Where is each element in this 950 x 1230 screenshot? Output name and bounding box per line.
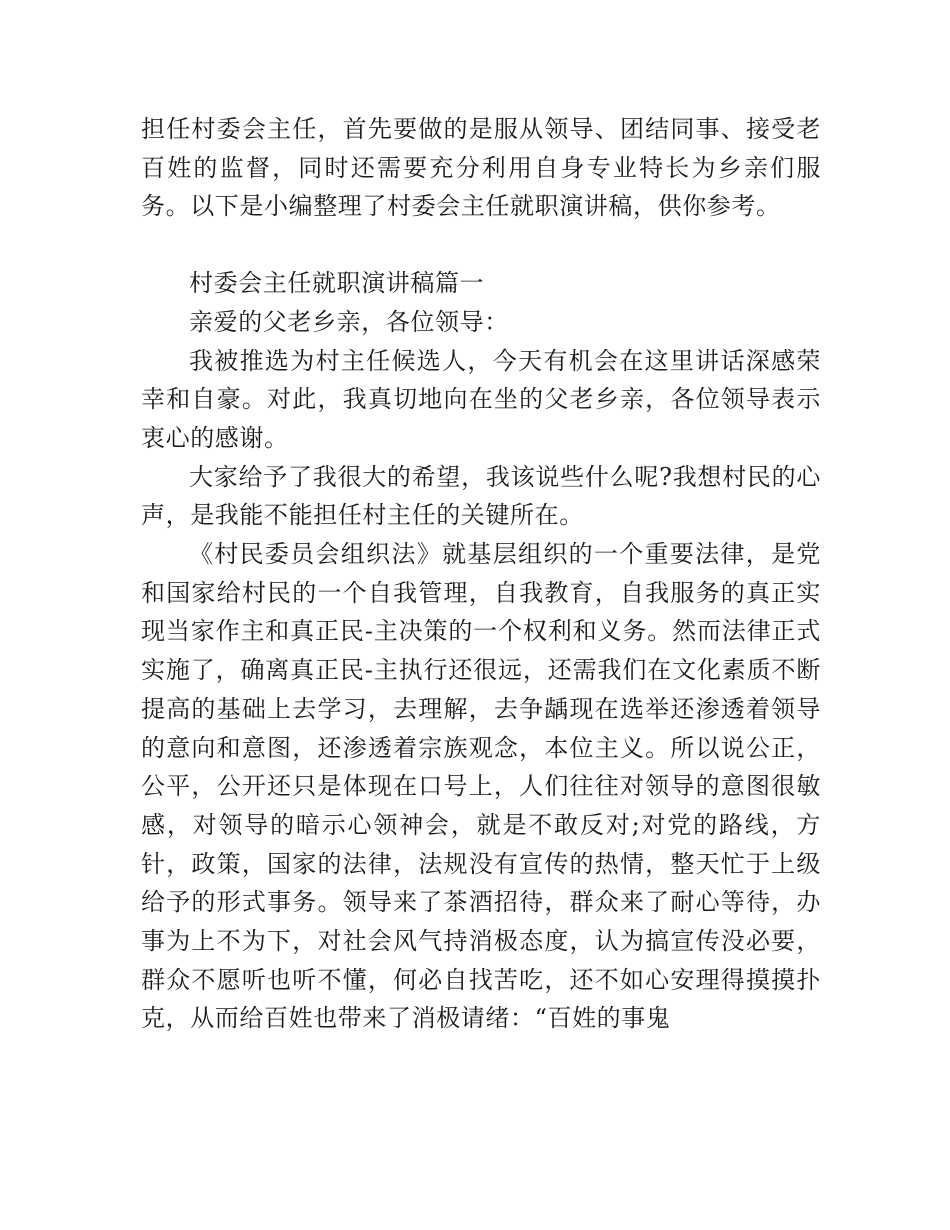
document-body [141, 110, 821, 1038]
body-paragraph-3: 《村民委员会组织法》就基层组织的一个重要法律，是党和国家给村民的一个自我管理，自我教育，自我服务的真正实现当家作主和真正民-主决策的一个权利和义务。然而法律正式实施了，确离真正民-主执行还很远，还需我们在文化素质不断提高的基础上去学习，去理解，去争龋现在选举还渗透着领导的意向和意图，还渗透着宗族观念，本位主义。所以说公正，公平，公开还只是体现在口号上，人们往往对领导的意图很敏感，对领导的暗示心领神会，就是不敢反对;对党的路线，方针，政策，国家的法律，法规没有宣传的热情，整天忙于上级给予的形式事务。领导来了茶酒招待，群众来了耐心等待，办事为上不为下，对社会风气持消极态度，认为搞宣传没必要，群众不愿听也听不懂，何必自找苦吃，还不如心安理得摸摸扑克，从而给百姓也带来了消极请绪：“百姓的事鬼 [141, 540, 821, 1033]
paragraph-spacer [141, 226, 821, 264]
intro-paragraph: 担任村委会主任，首先要做的是服从领导、团结同事、接受老百姓的监督，同时还需要充分利用自身专业特长为乡亲们服务。以下是小编整理了村委会主任就职演讲稿，供你参考。 [141, 115, 821, 221]
body-paragraph-2: 大家给予了我很大的希望，我该说些什么呢?我想村民的心声，是我能不能担任村主任的关键所在。 [141, 462, 821, 530]
section-title: 村委会主任就职演讲稿篇一 [189, 269, 485, 298]
body-paragraph-1: 我被推选为村主任候选人，今天有机会在这里讲话深感荣幸和自豪。对此，我真切地向在坐的父老乡亲，各位领导表示衷心的感谢。 [141, 346, 821, 452]
salutation: 亲爱的父老乡亲，各位领导： [189, 307, 509, 336]
